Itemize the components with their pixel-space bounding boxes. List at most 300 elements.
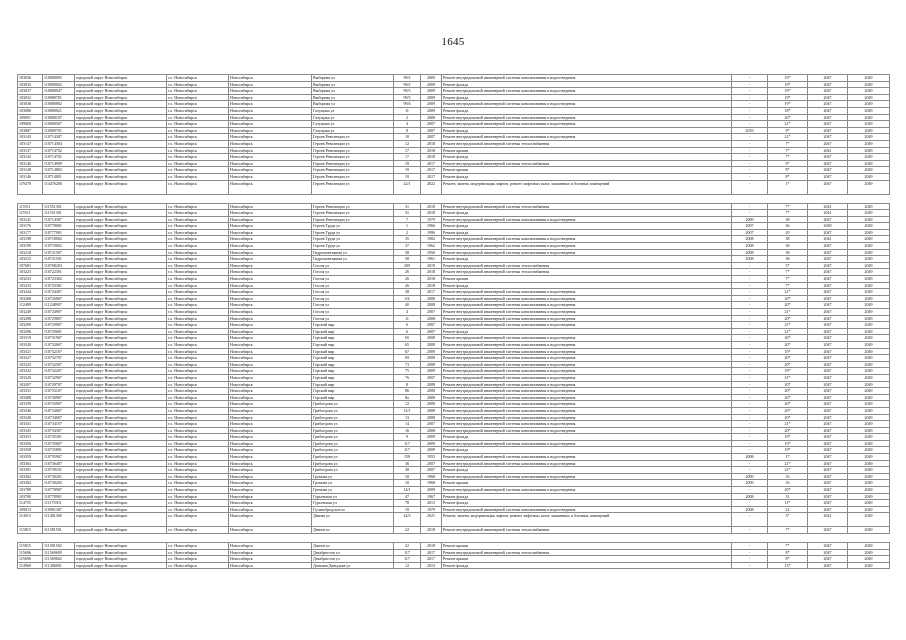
cell-locality: Новосибирск (229, 315, 312, 322)
cell-work-type: Ремонт внутридомовой инженерной системы теплоснабжения (442, 160, 732, 167)
cell-locality: Новосибирск (229, 556, 312, 563)
cell-last-repair-year: 2016 (732, 127, 768, 134)
cell-work-type: Ремонт фасада (442, 447, 732, 454)
cell-service-life: 7* (768, 282, 808, 289)
table-row (18, 407, 890, 414)
cell-street: Грибоедова ул (312, 460, 394, 467)
cell-house-number: 17 (394, 147, 421, 154)
cell-service-life: 20* (768, 355, 808, 362)
cell-street: Дачная ул (312, 513, 394, 527)
cell-street: Героев Революции ул (312, 167, 394, 174)
cell-plan-start: 2047 (808, 276, 848, 283)
cell-settlement: г.о. Новосибирск (167, 127, 229, 134)
cell-house-number: 8 (394, 127, 421, 134)
cell-municipal-district: городской округ Новосибирск (75, 309, 167, 316)
cell-code: 114476200 (43, 180, 75, 194)
cell-service-life: 7* (768, 543, 808, 550)
cell-municipal-district: городской округ Новосибирск (75, 328, 167, 335)
cell-plan-start: 2047 (808, 216, 848, 223)
cell-work-type: Ремонт внутридомовой инженерной системы канализования и водоотведения (442, 295, 732, 302)
cell-municipal-district: городской округ Новосибирск (75, 315, 167, 322)
cell-plan-start: 2047 (808, 388, 848, 395)
cell-code: 111248907 (43, 302, 75, 309)
cell-house-number: 42/3 (394, 513, 421, 527)
cell-last-repair-year: - (732, 421, 768, 428)
cell-settlement: г.о. Новосибирск (167, 173, 229, 180)
cell-work-type: Ремонт внутридомовой инженерной системы канализования и водоотведения (442, 388, 732, 395)
cell-locality: Новосибирск (229, 440, 312, 447)
cell-municipal-district: городской округ Новосибирск (75, 295, 167, 302)
cell-house-number: 26 (394, 269, 421, 276)
cell-municipal-district: городской округ Новосибирск (75, 506, 167, 513)
cell-municipal-district: городской округ Новосибирск (75, 361, 167, 368)
table-row (18, 216, 890, 223)
cell-municipal-district: городской округ Новосибирск (75, 203, 167, 210)
cell-year: 2018 (421, 282, 442, 289)
cell-locality: Новосибирск (229, 269, 312, 276)
table-row (18, 421, 890, 428)
cell-code: 110080701 (43, 127, 75, 134)
cell-record-id: 103032 (18, 94, 43, 101)
cell-street: Горский мкр (312, 394, 394, 401)
cell-plan-end: 2049 (848, 94, 890, 101)
cell-service-life: 19* (768, 440, 808, 447)
cell-settlement: г.о. Новосибирск (167, 295, 229, 302)
cell-settlement: г.о. Новосибирск (167, 249, 229, 256)
cell-house-number: 11 (394, 315, 421, 322)
cell-house-number: 2 (394, 114, 421, 121)
cell-work-type: Ремонт внутридомовой инженерной системы канализования и водоотведения (442, 374, 732, 381)
cell-settlement: г.о. Новосибирск (167, 289, 229, 296)
cell-last-repair-year: - (732, 381, 768, 388)
cell-plan-end: 2049 (848, 341, 890, 348)
cell-plan-start: 2047 (808, 341, 848, 348)
cell-code: 110723301 (43, 282, 75, 289)
cell-settlement: г.о. Новосибирск (167, 81, 229, 88)
cell-code: 110734007 (43, 414, 75, 421)
cell-street: Горский мкр (312, 355, 394, 362)
cell-service-life: 8* (768, 556, 808, 563)
cell-plan-start: 2047 (808, 506, 848, 513)
cell-plan-end: 2049 (848, 440, 890, 447)
table-row (18, 460, 890, 467)
cell-code: 110732707 (43, 355, 75, 362)
cell-house-number: 76 (394, 374, 421, 381)
cell-work-type: Ремонт внутридомовой инженерной системы канализования и водоотведения (442, 454, 732, 461)
cell-work-type: Ремонт внутридомовой инженерной системы канализования и водоотведения (442, 216, 732, 223)
cell-house-number: 10 (394, 134, 421, 141)
cell-plan-start: 2047 (808, 269, 848, 276)
cell-last-repair-year: - (732, 562, 768, 569)
cell-settlement: г.о. Новосибирск (167, 454, 229, 461)
cell-code: 110080047 (43, 88, 75, 95)
table-row (18, 203, 890, 210)
cell-record-id: 115815 (18, 527, 43, 534)
cell-settlement: г.о. Новосибирск (167, 460, 229, 467)
cell-record-id: 103223 (18, 269, 43, 276)
cell-record-id: 103299 (18, 322, 43, 329)
cell-plan-start: 2047 (808, 381, 848, 388)
cell-record-id: 109013 (18, 506, 43, 513)
cell-record-id: 107681 (18, 262, 43, 269)
table-row (18, 374, 890, 381)
cell-locality: Новосибирск (229, 414, 312, 421)
cell-code: 110080005 (43, 75, 75, 82)
cell-street: Гоголя ул (312, 309, 394, 316)
cell-code: 110714909 (43, 160, 75, 167)
cell-code: 110080021 (43, 107, 75, 114)
cell-record-id: 103218 (18, 249, 43, 256)
cell-work-type: Ремонт внутридомовой инженерной системы канализования и водоотведения (442, 114, 732, 121)
cell-work-type: Ремонт фасада (442, 562, 732, 569)
cell-locality: Новосибирск (229, 121, 312, 128)
cell-plan-start: 2047 (808, 249, 848, 256)
cell-street: Героев Революции ул (312, 203, 394, 210)
cell-municipal-district: городской округ Новосибирск (75, 388, 167, 395)
cell-street: Гоголя ул (312, 269, 394, 276)
cell-settlement: г.о. Новосибирск (167, 276, 229, 283)
cell-plan-end: 2049 (848, 114, 890, 121)
cell-record-id: 103037 (18, 88, 43, 95)
cell-plan-end: 2049 (848, 203, 890, 210)
cell-street: Героев Труда ул (312, 223, 394, 230)
cell-code: 110778001 (43, 223, 75, 230)
cell-street: Громова ул (312, 487, 394, 494)
cell-plan-end: 2049 (848, 513, 890, 527)
cell-service-life: 33 (768, 480, 808, 487)
cell-settlement: г.о. Новосибирск (167, 543, 229, 550)
cell-plan-end: 2049 (848, 180, 890, 194)
cell-settlement: г.о. Новосибирск (167, 114, 229, 121)
cell-plan-end: 2049 (848, 127, 890, 134)
cell-house-number: 26 (394, 282, 421, 289)
cell-house-number: 1 (394, 223, 421, 230)
cell-record-id: 103038 (18, 101, 43, 108)
cell-year: 2008 (421, 381, 442, 388)
cell-municipal-district: городской округ Новосибирск (75, 147, 167, 154)
cell-service-life: 9* (768, 127, 808, 134)
cell-year: 2018 (421, 269, 442, 276)
cell-service-life: 19* (768, 81, 808, 88)
cell-last-repair-year: - (732, 203, 768, 210)
cell-last-repair-year: - (732, 434, 768, 441)
cell-settlement: г.о. Новосибирск (167, 107, 229, 114)
cell-street: Героев Революции ул (312, 140, 394, 147)
cell-work-type: Ремонт крыши (442, 167, 732, 174)
row-gap-cell (18, 194, 890, 203)
cell-locality: Новосибирск (229, 335, 312, 342)
cell-service-life: 7* (768, 210, 808, 217)
cell-year: 1961 (421, 256, 442, 263)
cell-street: Гоголя ул (312, 262, 394, 269)
cell-settlement: г.о. Новосибирск (167, 341, 229, 348)
cell-work-type: Ремонт, замена, модернизация лифтов, ремонт лифтовых шахт, машинных и блочных помещений (442, 513, 732, 527)
cell-record-id: 103339 (18, 401, 43, 408)
cell-work-type: Ремонт внутридомовой инженерной системы канализования и водоотведения (442, 75, 732, 82)
table-row (18, 243, 890, 250)
cell-work-type: Ремонт крыши (442, 480, 732, 487)
cell-plan-end: 2049 (848, 154, 890, 161)
cell-house-number: 209 (394, 262, 421, 269)
cell-settlement: г.о. Новосибирск (167, 223, 229, 230)
cell-work-type: Ремонт внутридомовой инженерной системы канализования и водоотведения (442, 289, 732, 296)
cell-plan-end: 2049 (848, 454, 890, 461)
table-row (18, 262, 890, 269)
cell-house-number: 38 (394, 467, 421, 474)
cell-municipal-district: городской округ Новосибирск (75, 88, 167, 95)
cell-street: Гоголя ул (312, 315, 394, 322)
cell-last-repair-year: - (732, 276, 768, 283)
cell-plan-end: 2049 (848, 368, 890, 375)
cell-last-repair-year: 2007 (732, 223, 768, 230)
cell-plan-end: 2049 (848, 262, 890, 269)
cell-settlement: г.о. Новосибирск (167, 374, 229, 381)
cell-code: 110732107 (43, 348, 75, 355)
cell-plan-end: 2049 (848, 527, 890, 534)
cell-year: 2021 (421, 513, 442, 527)
cell-work-type: Ремонт внутридомовой инженерной системы теплоснабжения (442, 203, 732, 210)
cell-street: Горский мкр (312, 361, 394, 368)
cell-locality: Новосибирск (229, 107, 312, 114)
cell-locality: Новосибирск (229, 454, 312, 461)
cell-street: Героев Революции ул (312, 160, 394, 167)
cell-plan-end: 2049 (848, 500, 890, 507)
cell-last-repair-year: - (732, 289, 768, 296)
cell-year: 2008 (421, 361, 442, 368)
cell-year: 2017 (421, 549, 442, 556)
cell-year: 2007 (421, 374, 442, 381)
cell-year: 2009 (421, 88, 442, 95)
cell-plan-end: 2049 (848, 107, 890, 114)
cell-record-id: 103327 (18, 355, 43, 362)
cell-record-id: 103356 (18, 440, 43, 447)
cell-work-type: Ремонт внутридомовой инженерной системы канализования и водоотведения (442, 460, 732, 467)
cell-code: 110901307 (43, 506, 75, 513)
table-row (18, 180, 890, 194)
cell-record-id: 115696 (18, 556, 43, 563)
cell-house-number: 6 (394, 322, 421, 329)
cell-code: 110724907 (43, 309, 75, 316)
cell-code: 110735301 (43, 434, 75, 441)
cell-street: Грибоедова ул (312, 414, 394, 421)
cell-municipal-district: городской округ Новосибирск (75, 223, 167, 230)
cell-service-life: 19* (768, 348, 808, 355)
cell-service-life: 20* (768, 114, 808, 121)
cell-locality: Новосибирск (229, 309, 312, 316)
cell-plan-end: 2049 (848, 121, 890, 128)
cell-code: 110734307 (43, 427, 75, 434)
table-row (18, 88, 890, 95)
cell-locality: Новосибирск (229, 243, 312, 250)
table-row (18, 160, 890, 167)
cell-code: 110718002 (43, 236, 75, 243)
cell-year: 2018 (421, 527, 442, 534)
cell-record-id: 103296 (18, 328, 43, 335)
cell-plan-start: 2047 (808, 114, 848, 121)
cell-municipal-district: городской округ Новосибирск (75, 210, 167, 217)
cell-year: 2008 (421, 427, 442, 434)
cell-code: 110729601 (43, 328, 75, 335)
cell-plan-start: 2047 (808, 407, 848, 414)
cell-locality: Новосибирск (229, 140, 312, 147)
table-row (18, 500, 890, 507)
cell-last-repair-year: - (732, 467, 768, 474)
cell-house-number: 4 (394, 121, 421, 128)
table-row (18, 75, 890, 82)
cell-work-type: Ремонт внутридомовой инженерной системы канализования и водоотведения (442, 487, 732, 494)
cell-plan-end: 2049 (848, 421, 890, 428)
cell-service-life: 20* (768, 394, 808, 401)
cell-plan-end: 2049 (848, 167, 890, 174)
table-row (18, 355, 890, 362)
cell-record-id: 103137 (18, 147, 43, 154)
cell-locality: Новосибирск (229, 322, 312, 329)
table-row (18, 167, 890, 174)
cell-municipal-district: городской округ Новосибирск (75, 473, 167, 480)
cell-settlement: г.о. Новосибирск (167, 388, 229, 395)
cell-municipal-district: городской округ Новосибирск (75, 322, 167, 329)
cell-settlement: г.о. Новосибирск (167, 262, 229, 269)
cell-street: Горский мкр (312, 381, 394, 388)
cell-municipal-district: городской округ Новосибирск (75, 368, 167, 375)
cell-year: 2008 (421, 388, 442, 395)
cell-settlement: г.о. Новосибирск (167, 315, 229, 322)
cell-locality: Новосибирск (229, 295, 312, 302)
cell-street: Героев Революции ул (312, 180, 394, 194)
cell-locality: Новосибирск (229, 543, 312, 550)
cell-record-id: 115696 (18, 549, 43, 556)
cell-code: 110778907 (43, 487, 75, 494)
table-row (18, 348, 890, 355)
cell-settlement: г.о. Новосибирск (167, 401, 229, 408)
cell-house-number: 99/2 (394, 81, 421, 88)
cell-year: 1979 (421, 216, 442, 223)
cell-code: 110080567 (43, 121, 75, 128)
cell-work-type: Ремонт внутридомовой инженерной системы канализования и водоотведения (442, 421, 732, 428)
cell-service-life: 38 (768, 216, 808, 223)
cell-work-type: Ремонт внутридомовой инженерной системы теплоснабжения (442, 140, 732, 147)
cell-record-id: 103198 (18, 236, 43, 243)
cell-service-life: 36 (768, 223, 808, 230)
cell-municipal-district: городской округ Новосибирск (75, 167, 167, 174)
cell-year: 2008 (421, 401, 442, 408)
cell-code: 110732007 (43, 341, 75, 348)
cell-street: Горский мкр (312, 341, 394, 348)
cell-code: 110730907 (43, 394, 75, 401)
cell-work-type: Ремонт фасада (442, 107, 732, 114)
cell-last-repair-year: - (732, 447, 768, 454)
cell-municipal-district: городской округ Новосибирск (75, 414, 167, 421)
cell-street: Выборная ул (312, 94, 394, 101)
table-row (18, 434, 890, 441)
table-row (18, 173, 890, 180)
cell-work-type: Ремонт внутридомовой инженерной системы теплоснабжения (442, 549, 732, 556)
cell-locality: Новосибирск (229, 81, 312, 88)
cell-year: 2007 (421, 467, 442, 474)
cell-service-life: 19* (768, 101, 808, 108)
cell-plan-start: 2047 (808, 322, 848, 329)
cell-house-number: 4 (394, 309, 421, 316)
cell-service-life: 21* (768, 134, 808, 141)
cell-settlement: г.о. Новосибирск (167, 328, 229, 335)
cell-plan-end: 2049 (848, 101, 890, 108)
cell-last-repair-year: - (732, 160, 768, 167)
cell-house-number: 38 (394, 289, 421, 296)
cell-work-type: Ремонт внутридомовой инженерной системы канализования и водоотведения (442, 361, 732, 368)
cell-street: Горский мкр (312, 374, 394, 381)
table-row (18, 328, 890, 335)
cell-locality: Новосибирск (229, 447, 312, 454)
cell-house-number: 73 (394, 361, 421, 368)
cell-code: 110732907 (43, 374, 75, 381)
cell-record-id: 103143 (18, 134, 43, 141)
table-row (18, 341, 890, 348)
cell-work-type: Ремонт внутридомовой инженерной системы теплоснабжения (442, 262, 732, 269)
cell-street: Героев Труда ул (312, 243, 394, 250)
cell-street: Выборная ул (312, 81, 394, 88)
cell-year: 2018 (421, 276, 442, 283)
cell-code: 110714307 (43, 216, 75, 223)
cell-service-life: 11* (768, 500, 808, 507)
cell-street: Гоголя ул (312, 302, 394, 309)
cell-street: Героев Революции ул (312, 154, 394, 161)
cell-house-number: 2 (394, 229, 421, 236)
cell-house-number: 67 (394, 348, 421, 355)
cell-service-life: 38 (768, 256, 808, 263)
cell-plan-end: 2049 (848, 335, 890, 342)
cell-plan-start: 2047 (808, 167, 848, 174)
cell-locality: Новосибирск (229, 467, 312, 474)
cell-settlement: г.о. Новосибирск (167, 243, 229, 250)
cell-year: 2007 (421, 127, 442, 134)
cell-code: 110732207 (43, 368, 75, 375)
cell-code: 110733107 (43, 388, 75, 395)
cell-municipal-district: городской округ Новосибирск (75, 114, 167, 121)
cell-street: Грибоедова ул (312, 447, 394, 454)
cell-last-repair-year: - (732, 556, 768, 563)
cell-plan-start: 2047 (808, 487, 848, 494)
cell-house-number: 99/2 (394, 75, 421, 82)
cell-settlement: г.о. Новосибирск (167, 309, 229, 316)
cell-street: Галущака ул (312, 127, 394, 134)
cell-house-number: 117 (394, 556, 421, 563)
cell-locality: Новосибирск (229, 236, 312, 243)
table-row (18, 493, 890, 500)
cell-record-id: 114755 (18, 500, 43, 507)
cell-year: 2008 (421, 414, 442, 421)
cell-last-repair-year: - (732, 282, 768, 289)
cell-record-id: 103298 (18, 315, 43, 322)
cell-code: 110732507 (43, 361, 75, 368)
cell-municipal-district: городской округ Новосибирск (75, 556, 167, 563)
cell-service-life: 19* (768, 368, 808, 375)
cell-code: 110714304 (43, 140, 75, 147)
cell-house-number: 12 (394, 140, 421, 147)
cell-year: 2017 (421, 167, 442, 174)
cell-house-number: 117 (394, 440, 421, 447)
cell-municipal-district: городской округ Новосибирск (75, 407, 167, 414)
cell-locality: Новосибирск (229, 341, 312, 348)
cell-locality: Новосибирск (229, 101, 312, 108)
table-row (18, 549, 890, 556)
cell-year: 2008 (421, 341, 442, 348)
cell-service-life: 7* (768, 527, 808, 534)
cell-settlement: г.о. Новосибирск (167, 94, 229, 101)
cell-plan-start: 2047 (808, 348, 848, 355)
cell-last-repair-year: - (732, 140, 768, 147)
cell-record-id: 103320 (18, 341, 43, 348)
cell-work-type: Ремонт фасада (442, 173, 732, 180)
